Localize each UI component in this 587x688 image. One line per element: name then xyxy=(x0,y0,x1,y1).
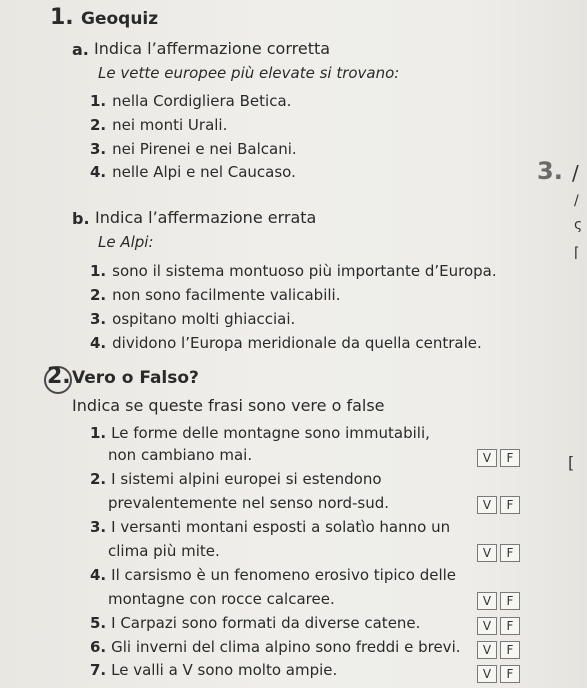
item-number: 1. xyxy=(90,262,107,280)
true-false-item xyxy=(90,424,430,442)
item-text: I Carpazi sono formati da diverse catene. xyxy=(111,614,421,632)
false-box[interactable]: F xyxy=(500,592,520,610)
true-box[interactable]: V xyxy=(477,592,497,610)
list-item xyxy=(90,116,227,134)
true-false-item xyxy=(90,566,456,584)
item-text: ospitano molti ghiacciai. xyxy=(112,310,296,328)
item-text: nella Cordigliera Betica. xyxy=(112,92,292,110)
vf-boxes xyxy=(477,496,520,514)
section-1-title: Geoquiz xyxy=(81,9,159,29)
subsection-b-title: Indica l’affermazione errata xyxy=(95,208,317,227)
true-false-item-continued: montagne con rocce calcaree. xyxy=(108,590,335,608)
subsection-a-letter: a. xyxy=(72,40,89,59)
vf-boxes xyxy=(477,449,520,467)
section-2-number: 2. xyxy=(47,364,71,389)
false-box[interactable]: F xyxy=(500,449,520,467)
list-item xyxy=(90,334,482,352)
list-item xyxy=(90,163,296,181)
false-box[interactable]: F xyxy=(500,617,520,635)
item-number: 2. xyxy=(90,116,107,134)
item-number: 1. xyxy=(90,424,107,442)
item-number: 7. xyxy=(90,661,107,679)
item-text: sono il sistema montuoso più importante d’Europa. xyxy=(112,262,497,280)
vf-boxes xyxy=(477,641,520,659)
item-text: nelle Alpi e nel Caucaso. xyxy=(112,163,296,181)
false-box[interactable]: F xyxy=(500,641,520,659)
item-text: non sono facilmente valicabili. xyxy=(112,286,341,304)
false-box[interactable]: F xyxy=(500,665,520,683)
vf-boxes xyxy=(477,665,520,683)
item-text: Il carsismo è un fenomeno erosivo tipico delle xyxy=(111,566,457,584)
item-text: nei monti Urali. xyxy=(112,116,228,134)
item-number: 3. xyxy=(90,518,107,536)
true-false-item xyxy=(90,518,450,536)
list-item xyxy=(90,286,340,304)
list-item xyxy=(90,310,295,328)
true-false-item-continued: clima più mite. xyxy=(108,542,220,560)
true-false-item-continued: non cambiano mai. xyxy=(108,446,253,464)
true-false-item xyxy=(90,614,420,632)
true-box[interactable]: V xyxy=(477,449,497,467)
item-number: 3. xyxy=(90,310,107,328)
subsection-b-lead: Le Alpi: xyxy=(98,233,154,251)
item-text: Le valli a V sono molto ampie. xyxy=(111,661,338,679)
item-text: I versanti montani esposti a solatìo hanno un xyxy=(111,518,451,536)
true-box[interactable]: V xyxy=(477,641,497,659)
item-number: 2. xyxy=(90,286,107,304)
item-number: 1. xyxy=(90,92,107,110)
false-box[interactable]: F xyxy=(500,496,520,514)
margin-section-badge: 3. xyxy=(537,157,563,185)
true-box[interactable]: V xyxy=(477,544,497,562)
item-number: 2. xyxy=(90,470,107,488)
item-text: Le forme delle montagne sono immutabili, xyxy=(111,424,430,442)
item-number: 4. xyxy=(90,566,107,584)
item-number: 4. xyxy=(90,163,107,181)
item-text: nei Pirenei e nei Balcani. xyxy=(112,140,297,158)
item-text: dividono l’Europa meridionale da quella centrale. xyxy=(112,334,482,352)
section-2-instruction: Indica se queste frasi sono vere o false xyxy=(72,396,385,415)
item-number: 5. xyxy=(90,614,107,632)
true-box[interactable]: V xyxy=(477,496,497,514)
subsection-a-lead: Le vette europee più elevate si trovano: xyxy=(98,64,400,82)
margin-fragment: / xyxy=(574,193,579,209)
item-text: Gli inverni del clima alpino sono freddi e brevi. xyxy=(111,638,461,656)
vf-boxes xyxy=(477,617,520,635)
item-number: 4. xyxy=(90,334,107,352)
true-false-item xyxy=(90,470,382,488)
list-item xyxy=(90,140,297,158)
true-false-item xyxy=(90,638,461,656)
item-number: 3. xyxy=(90,140,107,158)
margin-fragment: ς xyxy=(574,217,583,233)
section-1-number: 1. xyxy=(50,5,74,30)
vf-boxes xyxy=(477,544,520,562)
item-text: I sistemi alpini europei si estendono xyxy=(111,470,382,488)
item-number: 6. xyxy=(90,638,107,656)
list-item xyxy=(90,262,497,280)
true-box[interactable]: V xyxy=(477,665,497,683)
section-2-title: Vero o Falso? xyxy=(72,368,199,388)
margin-fragment: ⌈ xyxy=(574,245,580,261)
true-false-item-continued: prevalentemente nel senso nord-sud. xyxy=(108,494,390,512)
subsection-b-letter: b. xyxy=(72,209,90,228)
margin-fragment: [ xyxy=(568,453,575,472)
vf-boxes xyxy=(477,592,520,610)
true-box[interactable]: V xyxy=(477,617,497,635)
list-item xyxy=(90,92,291,110)
margin-fragment: / xyxy=(572,161,579,185)
false-box[interactable]: F xyxy=(500,544,520,562)
true-false-item xyxy=(90,661,337,679)
subsection-a-title: Indica l’affermazione corretta xyxy=(94,39,331,58)
